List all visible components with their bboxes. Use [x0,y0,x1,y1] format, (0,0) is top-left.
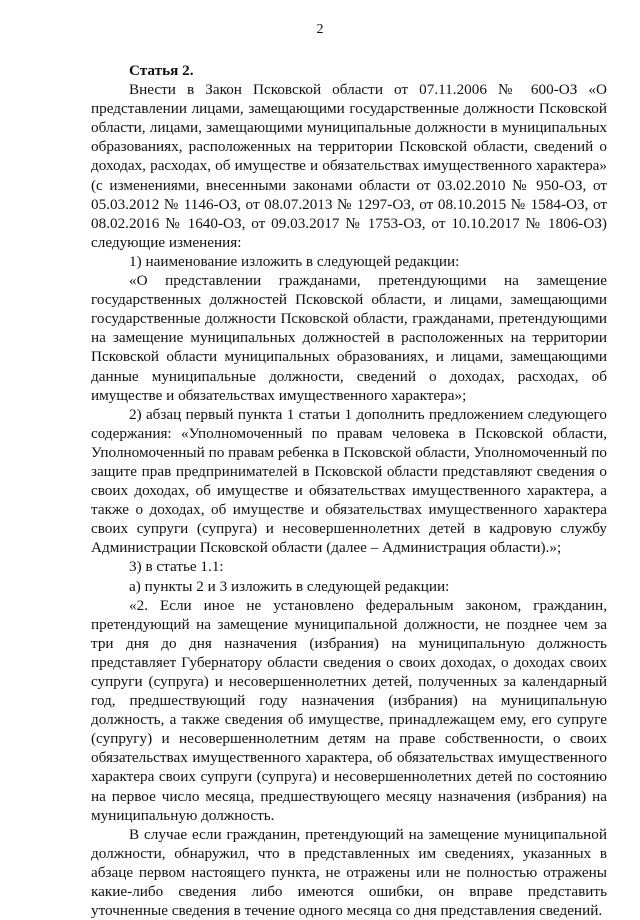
paragraph-new-title: «О представлении гражданами, претендующими на замещение государственных должностей Псковской области, и лицами, замещающими государственные должности Псковской области, гражданами, претендующими на замещение муниципальных должностей в расположенных на территории Псковской области муниципальных образованиях, и лицами, замещающими данные муниципальные должности, сведений о доходах, расходах, об имуществе и обязательствах имущественного характера»; [91,272,607,404]
article-title: Статья 2. [129,62,194,79]
paragraph-item-3a: а) пункты 2 и 3 изложить в следующей редакции: [129,577,450,595]
document-body [91,61,607,920]
paragraph-item-3: 3) в статье 1.1: [129,558,224,576]
paragraph-correction: В случае если гражданин, претендующий на замещение муниципальной должности, обнаружил, что в представленных им сведениях, указанных в абзаце первом настоящего пункта, не отражены или не полностью отражены какие-либо сведения либо имеются ошибки, он вправе представить уточненные сведения в течение одного месяца со дня представления сведений. [91,825,607,920]
paragraph-point-2: «2. Если иное не установлено федеральным законом, гражданин, претендующий на замещение муниципальной должности, не позднее чем за три дня до дня назначения (избрания) на муниципальную должность представляет Губернатору области сведения о своих доходах, о доходах своих супруги (супруга) и несовершеннолетних детей, полученных за календарный год, предшествующий году назначения (избрания) на муниципальную должность, а также сведения об имуществе, принадлежащем ему, его супруге (супругу) и несовершеннолетним детям на праве собственности, о своих обязательствах имущественного характера, об обязательствах имущественного характера своих супруги (супруга) и несовершеннолетних детей по состоянию на первое число месяца, предшествующего месяцу назначения (избрания) на муниципальную должность. [91,596,607,824]
paragraph-item-2: 2) абзац первый пункта 1 статьи 1 дополнить предложением следующего содержания: «Уполномоченный по правам человека в Псковской области, Уполномоченный по правам ребенка в Псковской области, Уполномоченный по защите прав предпринимателей в Псковской области представляют сведения о своих доходах, об имуществе и обязательствах имущественного характера, а также о доходах, об имуществе и обязательствах имущественного характера своих супруги (супруга) и несовершеннолетних детей в кадровую службу Администрации Псковской области (далее – Администрация области).»; [91,405,607,557]
paragraph-item-1: 1) наименование изложить в следующей редакции: [129,252,460,270]
page-number: 2 [316,22,324,37]
paragraph-amendment-intro: Внести в Закон Псковской области от 07.11.2006 № 600-ОЗ «О представлении лицами, замещающими государственные должности Псковской области, лицами, замещающими муниципальные должности в муниципальных образованиях, расположенных на территории Псковской области, сведений о доходах, расходах, об имуществе и обязательствах имущественного характера» (с изменениями, внесенными законами области от 03.02.2010 № 950-ОЗ, от 05.03.2012 № 1146-ОЗ, от 08.07.2013 № 1297-ОЗ, от 08.10.2015 № 1584-ОЗ, от 08.02.2016 № 1640-ОЗ, от 09.03.2017 № 1753-ОЗ, от 10.10.2017 № 1806-ОЗ) следующие изменения: [91,81,607,251]
